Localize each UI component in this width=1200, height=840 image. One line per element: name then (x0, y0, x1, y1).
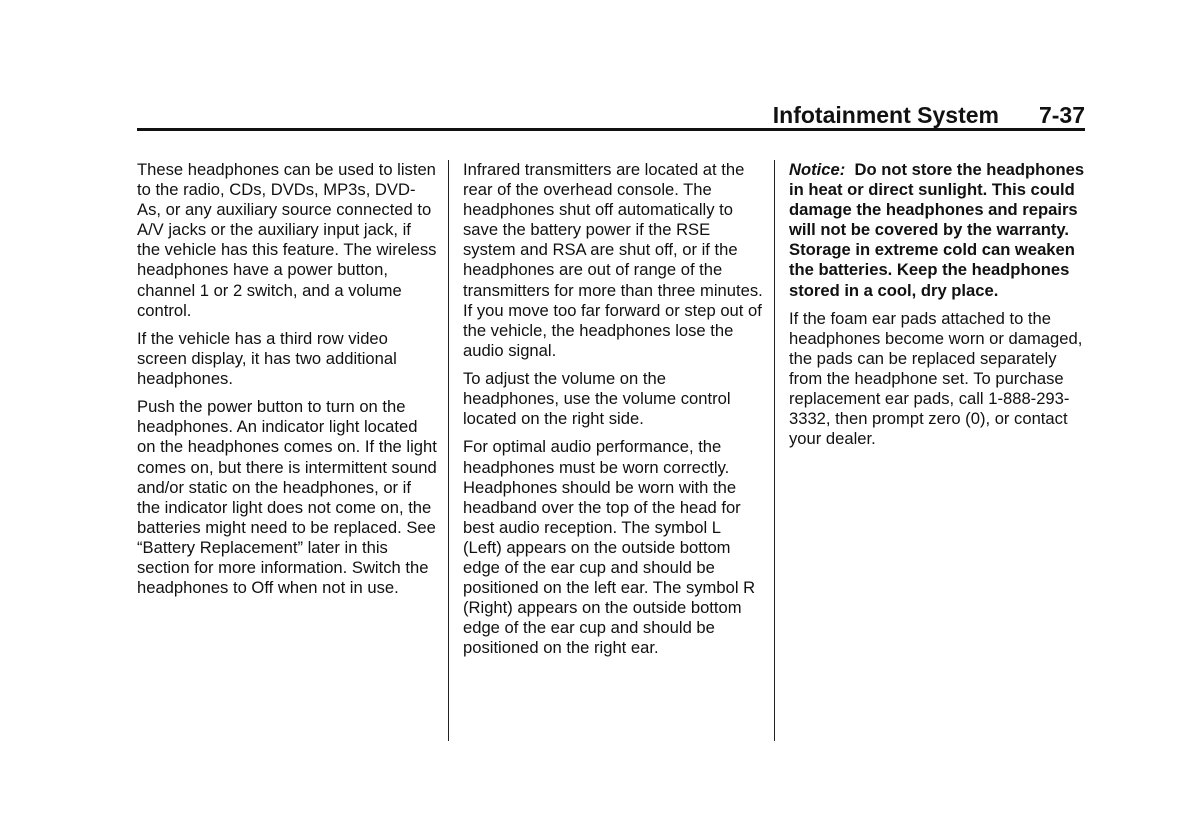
page-number: 7-37 (1038, 102, 1085, 128)
paragraph: Push the power button to turn on the headphones. An indicator light located on the headphones comes on. If the light comes on, but there is intermittent sound and/or static on the headphones, or if the indicator light does not come on, the batteries might need to be replaced. See “Battery Replacement” later in this section for more information. Switch the headphones to Off when not in use. (137, 397, 437, 598)
paragraph: Infrared transmitters are located at the rear of the overhead console. The headphones shut off automatically to save the battery power if the RSE system and RSA are shut off, or if the headphones are out of range of the transmitters for more than three minutes. If you move too far forward or step out of the vehicle, the headphones lose the audio signal. (463, 160, 763, 360)
page-header (137, 98, 1085, 132)
notice-label: Notice: (789, 160, 846, 179)
notice-block (789, 160, 1089, 301)
paragraph: For optimal audio performance, the headphones must be worn correctly. Headphones should be worn with the headband over the top of the head for best audio reception. The symbol L (Left) appears on the outside bottom edge of the ear cup and should be positioned on the left ear. The symbol R (Right) appears on the outside bottom edge of the ear cup and should be positioned on the right ear. (463, 437, 756, 658)
paragraph: If the foam ear pads attached to the headphones become worn or damaged, the pads can be replaced separately from the headphone set. To purchase replacement ear pads, call 1-888-293-3332, then prompt zero (0), or contact your dealer. (789, 308, 1083, 449)
header-divider (137, 128, 1085, 131)
notice-text: Do not store the headphones in heat or direct sunlight. This could damage the headphones and repairs will not be covered by the warranty. Storage in extreme cold can weaken the batteries. Keep the headphones stored in a cool, dry place. (789, 160, 1085, 300)
paragraph: If the vehicle has a third row video screen display, it has two additional headphones. (137, 328, 397, 389)
paragraph: To adjust the volume on the headphones, use the volume control located on the right side. (463, 369, 731, 429)
column-right (789, 160, 1089, 458)
paragraph: These headphones can be used to listen to the radio, CDs, DVDs, MP3s, DVD-As, or any auxiliary source connected to A/V jacks or the auxiliary input jack, if the vehicle has this feature. The wireless headphones have a power button, channel 1 or 2 switch, and a volume control. (137, 160, 437, 320)
column-divider (774, 160, 775, 741)
section-title: Infotainment System (772, 102, 999, 128)
column-divider (448, 160, 449, 741)
column-left (137, 160, 437, 606)
column-middle (463, 160, 763, 667)
